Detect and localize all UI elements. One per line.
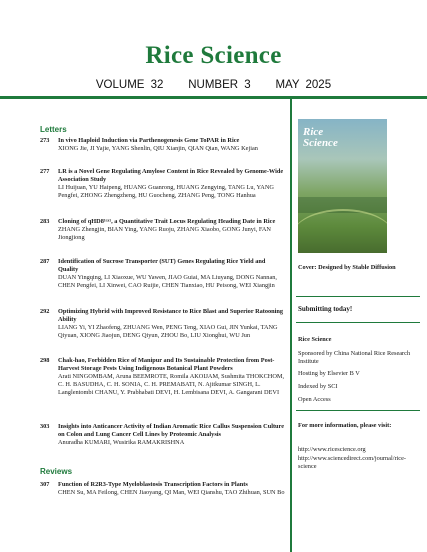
article-298[interactable] bbox=[40, 357, 286, 397]
number: NUMBER 3 bbox=[188, 79, 251, 91]
submitting-today: Submitting today! bbox=[298, 305, 353, 313]
article-287[interactable] bbox=[40, 258, 286, 290]
article-292[interactable] bbox=[40, 308, 286, 340]
open-access-text: Open Access bbox=[298, 396, 331, 403]
article-title: Insights into Anticancer Activity of Indian Aromatic Rice Callus Suspension Culture on Colon and Lung Cancer Cell Lines by Proteomic Analysis bbox=[58, 423, 285, 439]
indexed-text: Indexed by SCI bbox=[298, 383, 338, 390]
article-273[interactable] bbox=[40, 137, 286, 153]
sciencedirect-url-link[interactable]: http://www.sciencedirect.com/journal/rice-science bbox=[298, 455, 406, 471]
cover-title-line1: Rice bbox=[303, 126, 324, 138]
review-307[interactable] bbox=[40, 481, 286, 497]
article-283[interactable] bbox=[40, 218, 286, 242]
article-title: Identification of Sucrose Transporter (SUT) Genes Regulating Rice Yield and Quality bbox=[58, 258, 266, 274]
article-277[interactable] bbox=[40, 168, 286, 200]
cover-title-line2: Science bbox=[303, 137, 338, 149]
divider bbox=[296, 322, 420, 323]
article-authors: DUAN Yingqing, LI Xiaoxue, WU Yawen, JIAO Guiai, MA Liuyang, DONG Nannan, CHEN Pengfei, LI Xinwei, CAO Ruijie, CHEN Tianxiao, HU Peisong, WEI Xiangjin bbox=[58, 274, 277, 290]
article-title: Function of R2R3-Type Myeloblastosis Transcription Factors in Plants bbox=[58, 481, 248, 488]
article-title: Cloning of qHD8¹ᶜᵃ¹, a Quantitative Trait Locus Regulating Heading Date in Rice bbox=[58, 218, 276, 225]
article-page: 303 bbox=[40, 423, 50, 430]
header-rule bbox=[0, 96, 427, 99]
article-page: 298 bbox=[40, 357, 50, 364]
article-page: 287 bbox=[40, 258, 50, 265]
cover-image bbox=[298, 119, 387, 253]
more-info-text: For more information, please visit: bbox=[298, 422, 392, 429]
divider bbox=[296, 296, 420, 297]
column-divider bbox=[290, 99, 292, 552]
article-page: 307 bbox=[40, 481, 50, 488]
article-authors: XIONG Jie, JI Yajie, YANG Shenlin, QIU Xianjin, QIAN Qian, WANG Kejian bbox=[58, 145, 258, 153]
issue-line bbox=[0, 79, 427, 91]
hosting-text: Hosting by Elsevier B V bbox=[298, 370, 360, 377]
article-title: In vivo Haploid Induction via Parthenogenesis Gene ToPAR in Rice bbox=[58, 137, 240, 144]
volume: VOLUME 32 bbox=[95, 79, 164, 91]
journal-title: Rice Science bbox=[145, 42, 282, 69]
article-page: 283 bbox=[40, 218, 50, 225]
journal-url-link[interactable]: http://www.ricescience.org bbox=[298, 446, 366, 453]
cover-credit: Cover: Designed by Stable Diffusion bbox=[298, 264, 396, 271]
article-page: 292 bbox=[40, 308, 50, 315]
article-page: 277 bbox=[40, 168, 50, 175]
article-page: 273 bbox=[40, 137, 50, 144]
article-title: Optimizing Hybrid with Improved Resistance to Rice Blast and Superior Ratooning Ability bbox=[58, 308, 284, 324]
article-authors: CHEN Su, MA Feilong, CHEN Jiaoyang, QI Man, WEI Qianshu, TAO Zhihuan, SUN Bo bbox=[58, 489, 285, 497]
article-authors: Anuradha KUMARI, Wusirika RAMAKRISHNA bbox=[58, 439, 185, 447]
article-authors: LI Huijuan, YU Haipeng, HUANG Guanrong, HUANG Zengying, TANG Lu, YANG Pengfei, ZHONG Zhengzheng, HU Guocheng, ZHANG Peng, TONG Hanhua bbox=[58, 184, 274, 200]
article-303[interactable] bbox=[40, 423, 286, 447]
section-letters: Letters bbox=[40, 125, 67, 134]
article-authors: LIANG Yi, YI Zhaofeng, ZHUANG Wen, PENG Teng, XIAO Gui, JIN Yunkai, TANG Qiyuan, XIONG Jiaojun, DENG Qiyun, ZHOU Bo, LIU Xionghui, WU Jun bbox=[58, 324, 278, 340]
section-reviews: Reviews bbox=[40, 467, 73, 476]
article-authors: Arati NINGOMBAM, Aruna BEEMROTE, Romila AKOIJAM, Sushmita THOKCHOM, C. H. BASUDHA, C. H. SONIA, C. H. PREMABATI, N. Ajitkumar SINGH, L. Langlentombi CHANU, Y. Prabhabati DEVI, H. Lembisana DEVI, A. Gangarani DEVI bbox=[58, 373, 285, 397]
divider bbox=[296, 410, 420, 411]
article-title: Chak-hao, Forbidden Rice of Manipur and Its Sustainable Protection from Post-Harvest Storage Pests Using Indigenous Botanical Plant Powders bbox=[58, 357, 275, 373]
article-authors: ZHANG Zhengjin, BIAN Ying, YANG Ruoju, ZHANG Xiaobo, GONG Junyi, FAN Jiongjiong bbox=[58, 226, 271, 242]
issue-date: MAY 2025 bbox=[275, 79, 332, 91]
sponsor-text: Sponsored by China National Rice Research Institute bbox=[298, 350, 411, 366]
article-title: LR is a Novel Gene Regulating Amylose Content in Rice Revealed by Genome-Wide Association Study bbox=[58, 168, 284, 184]
sidebar-journal-name: Rice Science bbox=[298, 336, 332, 343]
